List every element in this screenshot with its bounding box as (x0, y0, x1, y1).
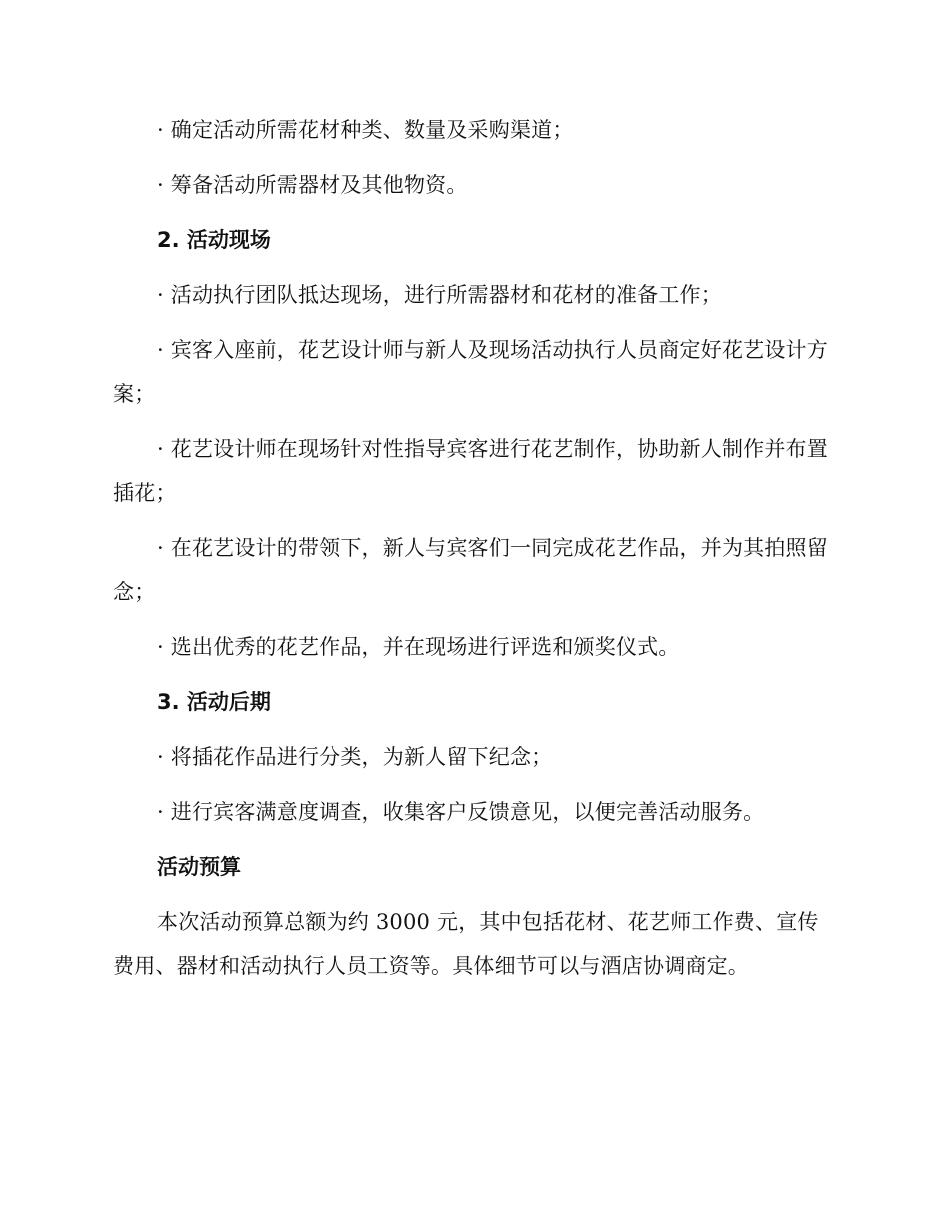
bullet-item: · 确定活动所需花材种类、数量及采购渠道； (157, 118, 574, 142)
bullet-item: · 进行宾客满意度调查，收集客户反馈意见，以便完善活动服务。 (157, 800, 765, 824)
document-body (113, 108, 837, 999)
bullet-item: · 花艺设计师在现场针对性指导宾客进行花艺制作，协助新人制作并布置插花； (113, 437, 828, 505)
section-heading: 活动预算 (157, 855, 241, 879)
section-heading: 2. 活动现场 (157, 228, 271, 252)
bullet-item: · 活动执行团队抵达现场，进行所需器材和花材的准备工作； (157, 283, 722, 307)
section-heading: 3. 活动后期 (157, 690, 271, 714)
bullet-item: · 宾客入座前，花艺设计师与新人及现场活动执行人员商定好花艺设计方案； (113, 338, 828, 406)
bullet-item: · 选出优秀的花艺作品，并在现场进行评选和颁奖仪式。 (157, 635, 680, 659)
bullet-item: · 将插花作品进行分类，为新人留下纪念； (157, 745, 553, 769)
bullet-item: · 筹备活动所需器材及其他物资。 (157, 173, 468, 197)
bullet-item: · 在花艺设计的带领下，新人与宾客们一同完成花艺作品，并为其拍照留念； (113, 536, 828, 604)
body-paragraph: 本次活动预算总额为约 3000 元，其中包括花材、花艺师工作费、宣传费用、器材和活动执行人员工资等。具体细节可以与酒店协调商定。 (113, 910, 819, 978)
